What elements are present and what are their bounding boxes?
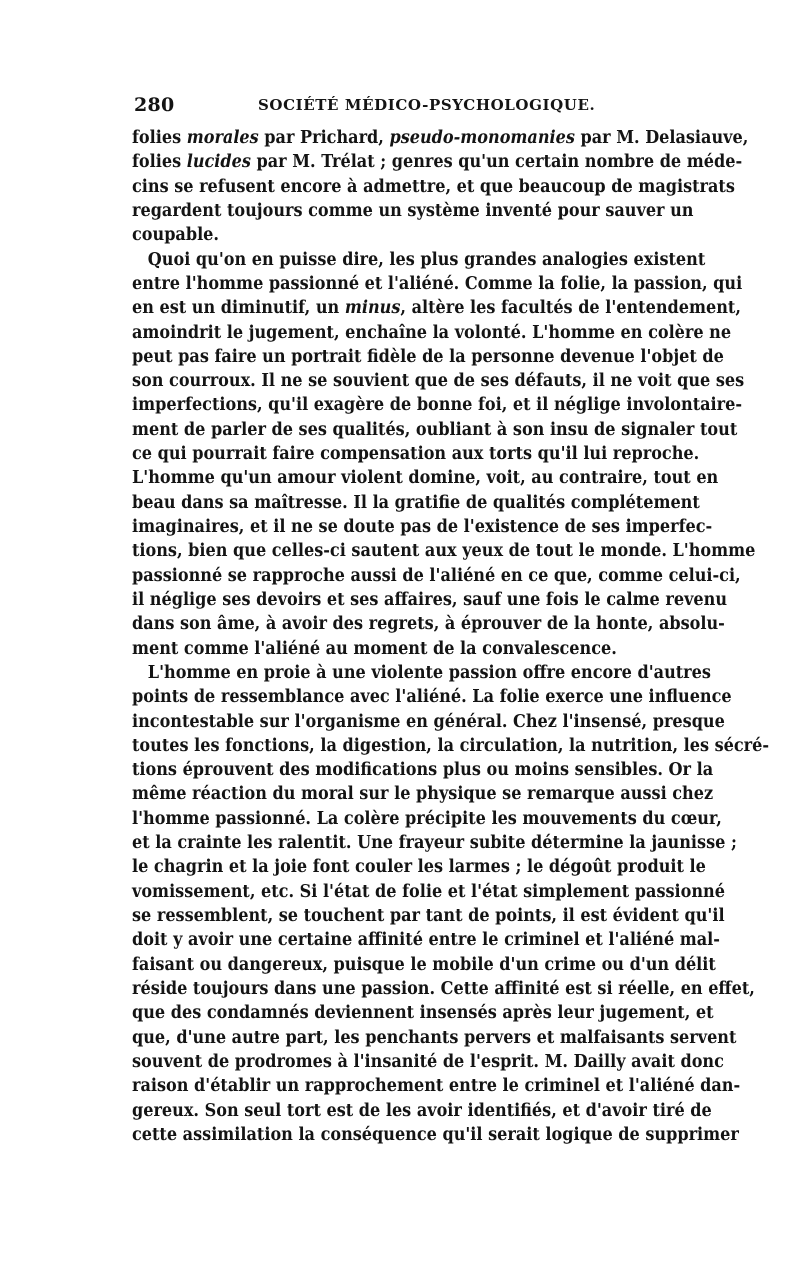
text-segment: folies [132, 128, 187, 148]
text-segment: ment comme l'aliéné au moment de la convalescence. [132, 638, 617, 659]
text-line [132, 539, 756, 563]
text-line [132, 199, 694, 223]
text-segment: l'homme passionné. La colère précipite les mouvements du cœur, [132, 808, 722, 829]
text-segment: ce qui pourrait faire compensation aux torts qu'il lui reproche. [132, 444, 700, 465]
text-line [132, 321, 732, 345]
running-title: SOCIÉTÉ MÉDICO-PSYCHOLOGIQUE. [258, 96, 596, 114]
text-line [132, 272, 743, 296]
text-line [132, 466, 719, 490]
running-head [134, 94, 670, 118]
text-segment: en est un diminutif, un [132, 298, 345, 319]
text-line [132, 515, 713, 539]
text-segment: se ressemblent, se touchent par tant de points, il est évident qu'il [132, 906, 725, 926]
text-line [132, 612, 725, 636]
text-segment: dans son âme, à avoir des regrets, à éprouver de la honte, absolu- [132, 614, 725, 635]
text-segment: souvent de prodromes à l'insanité de l'esprit. M. Dailly avait donc [132, 1051, 724, 1072]
text-segment: folies [132, 152, 187, 173]
text-segment: cette assimilation la conséquence qu'il serait logique de supprimer [132, 1124, 739, 1145]
italic-term: lucides [186, 152, 251, 173]
text-line [132, 710, 725, 734]
text-line [132, 1050, 724, 1074]
text-line [132, 758, 714, 782]
text-line [132, 904, 725, 928]
text-line [132, 661, 711, 685]
italic-term: morales [186, 128, 259, 148]
text-segment: même réaction du moral sur le physique se remarque aussi chez [132, 784, 714, 805]
text-segment: réside toujours dans une passion. Cette affinité est si réelle, en effet, [132, 978, 755, 999]
text-line [132, 442, 700, 466]
text-line [132, 418, 738, 442]
text-line [132, 953, 716, 977]
body-text [132, 126, 770, 1147]
text-line [132, 1001, 714, 1025]
text-line [132, 685, 732, 709]
text-segment: beau dans sa maîtresse. Il la gratifie de qualités complétement [132, 492, 700, 513]
text-line [132, 126, 749, 150]
text-segment: son courroux. Il ne se souvient que de ses défauts, il ne voit que ses [132, 371, 745, 392]
text-segment: vomissement, etc. Si l'état de folie et l'état simplement passionné [132, 881, 725, 902]
text-segment: L'homme en proie à une violente passion offre encore d'autres [147, 662, 711, 683]
text-line [132, 175, 735, 199]
text-segment: coupable. [132, 225, 220, 246]
text-line [132, 393, 743, 417]
text-line [132, 369, 745, 393]
text-segment: points de ressemblance avec l'aliéné. La folie exerce une influence [132, 687, 732, 708]
text-line [132, 831, 737, 855]
text-line [132, 345, 724, 369]
text-segment: , altère les facultés de l'entendement, [400, 298, 741, 319]
text-segment: L'homme qu'un amour violent domine, voit, au contraire, tout en [132, 468, 719, 489]
text-line [132, 807, 722, 831]
text-segment: imaginaires, et il ne se doute pas de l'existence de ses imperfec- [132, 517, 713, 537]
italic-term: minus [344, 298, 401, 319]
text-line [132, 1026, 737, 1050]
text-line [132, 1123, 739, 1147]
text-segment: ment de parler de ses qualités, oubliant à son insu de signaler tout [132, 419, 738, 440]
text-segment: tions éprouvent des modifications plus ou moins sensibles. Or la [132, 760, 714, 781]
text-segment: doit y avoir une certaine affinité entre le criminel et l'aliéné mal- [132, 930, 720, 951]
text-segment: faisant ou dangereux, puisque le mobile d'un crime ou d'un délit [132, 954, 716, 975]
text-segment: amoindrit le jugement, enchaîne la volonté. L'homme en colère ne [132, 322, 732, 343]
text-line [132, 223, 670, 247]
text-segment: il néglige ses devoirs et ses affaires, sauf une fois le calme revenu [132, 589, 728, 610]
text-line [132, 637, 670, 661]
page-number: 280 [134, 94, 175, 116]
text-segment: peut pas faire un portrait fidèle de la personne devenue l'objet de [132, 346, 724, 367]
text-line [132, 1099, 712, 1123]
text-segment: entre l'homme passionné et l'aliéné. Comme la folie, la passion, qui [132, 273, 743, 294]
text-line [132, 564, 741, 588]
text-line [132, 734, 770, 758]
italic-term: pseudo-monomanies [389, 128, 575, 148]
text-segment: cins se refusent encore à admettre, et que beaucoup de magistrats [132, 176, 735, 197]
text-line [132, 588, 728, 612]
text-segment: passionné se rapproche aussi de l'aliéné en ce que, comme celui-ci, [132, 565, 741, 586]
text-segment: imperfections, qu'il exagère de bonne foi, et il néglige involontaire- [132, 395, 743, 416]
text-line [132, 150, 743, 174]
text-segment: incontestable sur l'organisme en général. Chez l'insensé, presque [132, 711, 725, 732]
text-segment: toutes les fonctions, la digestion, la circulation, la nutrition, les sécré- [132, 735, 770, 756]
text-segment: gereux. Son seul tort est de les avoir identifiés, et d'avoir tiré de [132, 1100, 712, 1121]
text-segment: le chagrin et la joie font couler les larmes ; le dégoût produit le [132, 857, 706, 878]
text-segment: par M. Delasiauve, [574, 128, 749, 148]
text-line [132, 491, 700, 515]
text-line [132, 977, 755, 1001]
text-line [132, 1074, 741, 1098]
text-line [132, 782, 714, 806]
text-segment: par M. Trélat ; genres qu'un certain nombre de méde- [250, 152, 743, 173]
text-line [132, 928, 720, 952]
text-segment: regardent toujours comme un système inventé pour sauver un [132, 200, 694, 221]
text-segment: raison d'établir un rapprochement entre le criminel et l'aliéné dan- [132, 1076, 741, 1097]
text-line [132, 248, 706, 272]
text-segment: par Prichard, [258, 128, 390, 148]
text-line [132, 880, 725, 904]
text-segment: que, d'une autre part, les penchants pervers et malfaisants servent [132, 1027, 737, 1048]
text-segment: Quoi qu'on en puisse dire, les plus grandes analogies existent [147, 249, 706, 270]
text-line [132, 855, 706, 879]
text-segment: et la crainte les ralentit. Une frayeur subite détermine la jaunisse ; [132, 833, 737, 854]
text-segment: tions, bien que celles-ci sautent aux yeux de tout le monde. L'homme [132, 541, 756, 562]
text-line [132, 296, 741, 320]
text-segment: que des condamnés deviennent insensés après leur jugement, et [132, 1003, 714, 1024]
